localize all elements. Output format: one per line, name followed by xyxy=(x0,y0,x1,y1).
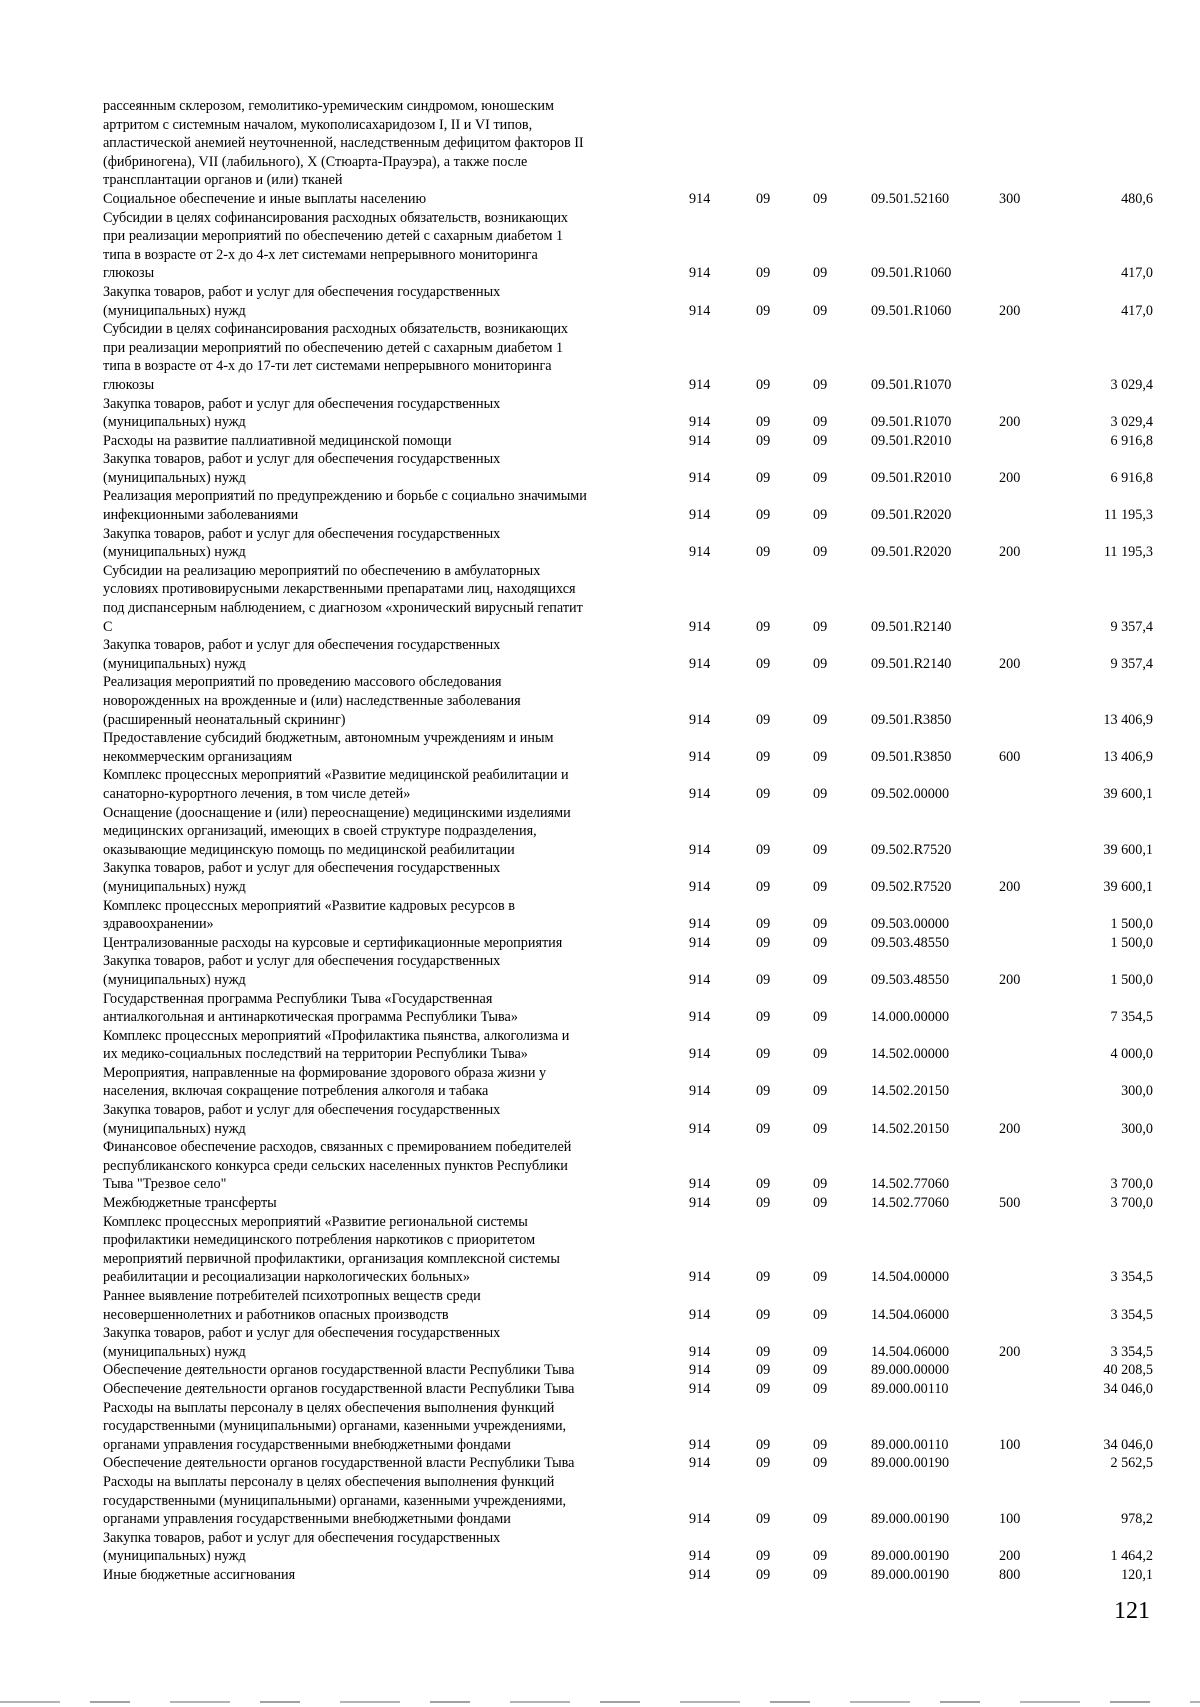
row-expense-type-code xyxy=(991,804,1049,860)
row-subsection-code: 09 xyxy=(813,1548,828,1565)
row-section-code: 09 xyxy=(756,841,771,858)
row-amount: 3 354,5 xyxy=(1110,1269,1153,1286)
table-row xyxy=(103,1473,1153,1529)
row-section-code: 09 xyxy=(756,414,771,431)
row-section-code: 09 xyxy=(756,507,771,524)
row-name: Межбюджетные трансферты xyxy=(103,1195,277,1212)
row-section-code: 09 xyxy=(756,1343,771,1360)
row-target-article-code: 09.503.48550 xyxy=(871,934,950,951)
table-row xyxy=(103,1324,1153,1361)
table-row xyxy=(103,395,1153,432)
row-target-article-code: 09.501.R3850 xyxy=(871,711,952,728)
row-subsection-code: 09 xyxy=(813,1566,828,1583)
row-expense-type-code: 600 xyxy=(999,748,1021,765)
table-row xyxy=(103,766,1153,803)
row-expense-type-code xyxy=(991,934,1049,953)
row-section-code: 09 xyxy=(756,785,771,802)
row-target-article-code: 09.501.R1070 xyxy=(871,376,952,393)
row-target-article-code: 14.000.00000 xyxy=(871,1009,950,1026)
row-target-article-code: 09.503.00000 xyxy=(871,916,950,933)
row-expense-type-code xyxy=(991,897,1049,934)
row-section-code: 09 xyxy=(756,1046,771,1063)
row-ministry-code: 914 xyxy=(689,1548,711,1565)
row-name: Расходы на развитие паллиативной медицинской помощи xyxy=(103,432,452,449)
table-row xyxy=(103,1287,1153,1324)
row-name: Финансовое обеспечение расходов, связанных с премированием победителей республиканского конкурса среди сельских населенных пунктов Республики Тыва "Трезвое село" xyxy=(103,1139,572,1193)
row-section-code: 09 xyxy=(756,265,771,282)
row-expense-type-code xyxy=(991,1380,1049,1399)
row-expense-type-code: 200 xyxy=(999,302,1021,319)
row-target-article-code: 09.501.52160 xyxy=(871,190,950,207)
row-ministry-code: 914 xyxy=(689,878,711,895)
row-expense-type-code xyxy=(991,1361,1049,1380)
row-amount: 13 406,9 xyxy=(1103,748,1153,765)
row-amount: 120,1 xyxy=(1121,1566,1153,1583)
row-name: Обеспечение деятельности органов государственной власти Республики Тыва xyxy=(103,1362,575,1379)
row-name: Иные бюджетные ассигнования xyxy=(103,1566,296,1583)
row-ministry-code: 914 xyxy=(689,748,711,765)
row-target-article-code: 09.501.R2140 xyxy=(871,618,952,635)
row-amount: 3 029,4 xyxy=(1110,376,1153,393)
row-amount: 300,0 xyxy=(1121,1083,1153,1100)
table-row xyxy=(103,1101,1153,1138)
row-section-code: 09 xyxy=(756,1306,771,1323)
row-name: Субсидии в целях софинансирования расходных обязательств, возникающих при реализации мероприятий по обеспечению детей с сахарным диабетом 1 типа в возрасте от 4-х до 17-ти лет системами непрерывного мониторинга глюкозы xyxy=(103,321,569,393)
row-section-code: 09 xyxy=(756,916,771,933)
table-row xyxy=(103,1138,1153,1194)
row-expense-type-code xyxy=(991,562,1049,636)
row-name: Комплекс процессных мероприятий «Развитие кадровых ресурсов в здравоохранении» xyxy=(103,897,515,933)
row-name: Комплекс процессных мероприятий «Профилактика пьянства, алкоголизма и их медико-социальных последствий на территории Республики Тыва» xyxy=(103,1027,570,1063)
row-expense-type-code xyxy=(991,1027,1049,1064)
row-expense-type-code: 300 xyxy=(999,190,1021,207)
row-expense-type-code xyxy=(991,487,1049,524)
table-row xyxy=(103,283,1153,320)
row-expense-type-code: 200 xyxy=(999,1120,1021,1137)
row-expense-type-code: 200 xyxy=(999,414,1021,431)
row-name: Расходы на выплаты персоналу в целях обеспечения выполнения функций государственными (муниципальными) органами, казенными учреждениями, органами управления государственными внебюджетными фондами xyxy=(103,1399,567,1453)
row-section-code: 09 xyxy=(756,1083,771,1100)
row-expense-type-code: 200 xyxy=(999,878,1021,895)
row-expense-type-code xyxy=(991,766,1049,803)
table-row xyxy=(103,1529,1153,1566)
row-amount: 11 195,3 xyxy=(1103,507,1153,524)
row-target-article-code: 14.502.20150 xyxy=(871,1083,950,1100)
row-target-article-code: 89.000.00110 xyxy=(871,1436,949,1453)
row-ministry-code: 914 xyxy=(689,971,711,988)
row-section-code: 09 xyxy=(756,1176,771,1193)
row-target-article-code: 09.501.R2140 xyxy=(871,655,952,672)
row-name: Оснащение (дооснащение и (или) переоснащение) медицинскими изделиями медицинских организаций, имеющих в своей структуре подразделения, оказывающие медицинскую помощь по медицинской реабилитации xyxy=(103,804,571,858)
row-expense-type-code xyxy=(991,209,1049,283)
row-ministry-code: 914 xyxy=(689,1362,711,1379)
row-ministry-code: 914 xyxy=(689,1176,711,1193)
row-name: Субсидии на реализацию мероприятий по обеспечению в амбулаторных условиях противовирусными лекарственными препаратами лиц, находящихся под диспансерным наблюдением, с диагнозом «хронический вирусный гепатит C xyxy=(103,562,583,635)
row-target-article-code: 14.504.06000 xyxy=(871,1343,950,1360)
row-name: Раннее выявление потребителей психотропных веществ среди несовершеннолетних и работников опасных производств xyxy=(103,1288,481,1323)
row-amount: 39 600,1 xyxy=(1103,785,1153,802)
row-expense-type-code: 200 xyxy=(999,469,1021,486)
row-target-article-code: 09.501.R2010 xyxy=(871,432,952,449)
row-ministry-code: 914 xyxy=(689,841,711,858)
table-row xyxy=(103,729,1153,766)
row-amount: 39 600,1 xyxy=(1103,841,1153,858)
table-row xyxy=(103,1380,1153,1399)
row-subsection-code: 09 xyxy=(813,265,828,282)
row-amount: 480,6 xyxy=(1121,190,1153,207)
row-name: Закупка товаров, работ и услуг для обеспечения государственных (муниципальных) нужд xyxy=(103,637,501,672)
row-amount: 7 354,5 xyxy=(1110,1009,1153,1026)
row-subsection-code: 09 xyxy=(813,1120,828,1137)
row-target-article-code: 89.000.00190 xyxy=(871,1566,950,1583)
row-subsection-code: 09 xyxy=(813,878,828,895)
row-ministry-code: 914 xyxy=(689,1046,711,1063)
row-section-code: 09 xyxy=(756,934,771,951)
row-ministry-code: 914 xyxy=(689,469,711,486)
row-ministry-code: 914 xyxy=(689,1380,711,1397)
row-name: Предоставление субсидий бюджетным, автономным учреждениям и иным некоммерческим организациям xyxy=(103,730,554,765)
row-expense-type-code: 200 xyxy=(999,1343,1021,1360)
row-ministry-code: 914 xyxy=(689,414,711,431)
table-row xyxy=(103,1361,1153,1380)
row-amount: 4 000,0 xyxy=(1110,1046,1153,1063)
row-amount: 3 700,0 xyxy=(1110,1176,1153,1193)
row-name: Реализация мероприятий по предупреждению и борьбе с социально значимыми инфекционными заболеваниями xyxy=(103,488,587,524)
table-row xyxy=(103,897,1153,934)
row-section-code: 09 xyxy=(756,748,771,765)
row-expense-type-code: 200 xyxy=(999,544,1021,561)
table-row xyxy=(103,320,1153,394)
row-name: Реализация мероприятий по проведению массового обследования новорожденных на врожденные и (или) наследственные заболевания (расширенный неонатальный скрининг) xyxy=(103,674,521,728)
table-row xyxy=(103,97,1153,190)
row-subsection-code: 09 xyxy=(813,934,828,951)
row-target-article-code: 09.501.R1070 xyxy=(871,414,952,431)
row-section-code: 09 xyxy=(756,302,771,319)
table-row xyxy=(103,952,1153,989)
row-subsection-code: 09 xyxy=(813,1046,828,1063)
row-expense-type-code xyxy=(991,1064,1049,1101)
row-expense-type-code: 200 xyxy=(999,1548,1021,1565)
row-section-code: 09 xyxy=(756,618,771,635)
row-ministry-code: 914 xyxy=(689,655,711,672)
row-subsection-code: 09 xyxy=(813,711,828,728)
row-subsection-code: 09 xyxy=(813,841,828,858)
row-expense-type-code: 200 xyxy=(999,655,1021,672)
row-expense-type-code xyxy=(991,1213,1049,1287)
row-expense-type-code xyxy=(991,432,1049,451)
row-subsection-code: 09 xyxy=(813,1009,828,1026)
row-ministry-code: 914 xyxy=(689,785,711,802)
row-amount: 2 562,5 xyxy=(1110,1455,1153,1472)
row-ministry-code: 914 xyxy=(689,1083,711,1100)
row-subsection-code: 09 xyxy=(813,507,828,524)
budget-table xyxy=(103,97,1153,1585)
row-name: Расходы на выплаты персоналу в целях обеспечения выполнения функций государственными (муниципальными) органами, казенными учреждениями, органами управления государственными внебюджетными фондами xyxy=(103,1473,567,1528)
row-name: Обеспечение деятельности органов государственной власти Республики Тыва xyxy=(103,1455,575,1472)
row-subsection-code: 09 xyxy=(813,618,828,635)
table-row xyxy=(103,1213,1153,1287)
row-section-code: 09 xyxy=(756,544,771,561)
row-section-code: 09 xyxy=(756,432,771,449)
row-subsection-code: 09 xyxy=(813,1436,828,1453)
row-expense-type-code xyxy=(991,1138,1049,1194)
row-section-code: 09 xyxy=(756,1455,771,1472)
row-target-article-code: 09.502.R7520 xyxy=(871,841,952,858)
row-ministry-code: 914 xyxy=(689,1566,711,1583)
row-name: Закупка товаров, работ и услуг для обеспечения государственных (муниципальных) нужд xyxy=(103,525,501,561)
page-number: 121 xyxy=(1114,1598,1150,1624)
row-section-code: 09 xyxy=(756,1511,771,1528)
row-target-article-code: 09.501.R3850 xyxy=(871,748,952,765)
row-section-code: 09 xyxy=(756,1362,771,1379)
row-name: Закупка товаров, работ и услуг для обеспечения государственных (муниципальных) нужд xyxy=(103,395,501,431)
row-name: Субсидии в целях софинансирования расходных обязательств, возникающих при реализации мероприятий по обеспечению детей с сахарным диабетом 1 типа в возрасте от 2-х до 4-х лет системами непрерывного мониторинга глюкозы xyxy=(103,209,569,282)
row-name: Закупка товаров, работ и услуг для обеспечения государственных (муниципальных) нужд xyxy=(103,953,501,988)
table-row xyxy=(103,450,1153,487)
row-amount: 11 195,3 xyxy=(1103,544,1153,561)
row-amount: 300,0 xyxy=(1121,1120,1153,1137)
table-row xyxy=(103,804,1153,860)
row-expense-type-code: 100 xyxy=(999,1436,1021,1453)
row-expense-type-code xyxy=(991,990,1049,1027)
row-section-code: 09 xyxy=(756,190,771,207)
row-subsection-code: 09 xyxy=(813,1455,828,1472)
row-amount: 1 500,0 xyxy=(1110,971,1153,988)
row-target-article-code: 09.502.00000 xyxy=(871,785,950,802)
row-ministry-code: 914 xyxy=(689,544,711,561)
row-expense-type-code xyxy=(991,1454,1049,1473)
row-amount: 1 500,0 xyxy=(1110,916,1153,933)
table-row xyxy=(103,990,1153,1027)
row-amount: 417,0 xyxy=(1121,265,1153,282)
row-ministry-code: 914 xyxy=(689,1269,711,1286)
row-ministry-code: 914 xyxy=(689,618,711,635)
row-target-article-code: 89.000.00190 xyxy=(871,1548,950,1565)
row-target-article-code xyxy=(869,97,991,190)
row-subsection-code xyxy=(811,97,869,190)
row-section-code xyxy=(754,97,811,190)
row-subsection-code: 09 xyxy=(813,414,828,431)
row-amount: 3 354,5 xyxy=(1110,1306,1153,1323)
row-amount: 6 916,8 xyxy=(1110,432,1153,449)
row-subsection-code: 09 xyxy=(813,469,828,486)
row-ministry-code: 914 xyxy=(689,711,711,728)
table-row xyxy=(103,432,1153,451)
row-target-article-code: 89.000.00190 xyxy=(871,1511,950,1528)
row-subsection-code: 09 xyxy=(813,655,828,672)
row-expense-type-code xyxy=(991,320,1049,394)
row-subsection-code: 09 xyxy=(813,190,828,207)
row-subsection-code: 09 xyxy=(813,544,828,561)
row-target-article-code: 14.504.00000 xyxy=(871,1269,950,1286)
row-ministry-code: 914 xyxy=(689,1455,711,1472)
table-row xyxy=(103,190,1153,209)
row-ministry-code: 914 xyxy=(689,916,711,933)
row-section-code: 09 xyxy=(756,1195,771,1212)
row-amount: 3 354,5 xyxy=(1110,1343,1153,1360)
row-ministry-code: 914 xyxy=(689,1195,711,1212)
row-amount: 13 406,9 xyxy=(1103,711,1153,728)
row-subsection-code: 09 xyxy=(813,1362,828,1379)
row-section-code: 09 xyxy=(756,971,771,988)
row-expense-type-code xyxy=(991,1287,1049,1324)
row-ministry-code: 914 xyxy=(689,190,711,207)
row-section-code: 09 xyxy=(756,1120,771,1137)
row-amount: 9 357,4 xyxy=(1110,618,1153,635)
row-name: Обеспечение деятельности органов государственной власти Республики Тыва xyxy=(103,1380,575,1397)
row-target-article-code: 14.504.06000 xyxy=(871,1306,950,1323)
row-ministry-code: 914 xyxy=(689,376,711,393)
row-expense-type-code xyxy=(991,97,1049,190)
row-amount: 39 600,1 xyxy=(1103,878,1153,895)
row-section-code: 09 xyxy=(756,1548,771,1565)
row-expense-type-code xyxy=(991,673,1049,729)
row-ministry-code: 914 xyxy=(689,1120,711,1137)
row-subsection-code: 09 xyxy=(813,432,828,449)
row-amount: 1 464,2 xyxy=(1110,1548,1153,1565)
table-row xyxy=(103,525,1153,562)
row-ministry-code: 914 xyxy=(689,265,711,282)
row-section-code: 09 xyxy=(756,469,771,486)
row-amount: 6 916,8 xyxy=(1110,469,1153,486)
row-section-code: 09 xyxy=(756,655,771,672)
row-target-article-code: 09.501.R2020 xyxy=(871,544,952,561)
table-row xyxy=(103,1027,1153,1064)
row-ministry-code: 914 xyxy=(689,432,711,449)
row-expense-type-code: 100 xyxy=(999,1511,1021,1528)
row-subsection-code: 09 xyxy=(813,302,828,319)
row-target-article-code: 09.501.R1060 xyxy=(871,302,952,319)
row-subsection-code: 09 xyxy=(813,1176,828,1193)
row-name: Закупка товаров, работ и услуг для обеспечения государственных (муниципальных) нужд xyxy=(103,1529,501,1565)
row-name: Закупка товаров, работ и услуг для обеспечения государственных (муниципальных) нужд xyxy=(103,1102,501,1137)
table-row xyxy=(103,673,1153,729)
row-section-code: 09 xyxy=(756,1269,771,1286)
row-subsection-code: 09 xyxy=(813,1269,828,1286)
row-subsection-code: 09 xyxy=(813,916,828,933)
row-subsection-code: 09 xyxy=(813,1343,828,1360)
row-section-code: 09 xyxy=(756,1380,771,1397)
row-target-article-code: 09.502.R7520 xyxy=(871,878,952,895)
row-name: Закупка товаров, работ и услуг для обеспечения государственных (муниципальных) нужд xyxy=(103,860,501,895)
row-ministry-code: 914 xyxy=(689,1009,711,1026)
row-subsection-code: 09 xyxy=(813,1380,828,1397)
row-section-code: 09 xyxy=(756,1566,771,1583)
row-amount: 3 029,4 xyxy=(1110,414,1153,431)
row-subsection-code: 09 xyxy=(813,1306,828,1323)
row-ministry-code xyxy=(687,97,754,190)
row-subsection-code: 09 xyxy=(813,376,828,393)
row-name: Государственная программа Республики Тыва «Государственная антиалкогольная и антинаркотическая программа Республики Тыва» xyxy=(103,990,518,1026)
row-subsection-code: 09 xyxy=(813,748,828,765)
row-name: Комплекс процессных мероприятий «Развитие региональной системы профилактики немедицинского потребления наркотиков с приоритетом мероприятий первичной профилактики, организация комплексной системы реабилитации и ресоциализации наркологических больных» xyxy=(103,1213,560,1286)
row-section-code: 09 xyxy=(756,878,771,895)
row-ministry-code: 914 xyxy=(689,934,711,951)
row-ministry-code: 914 xyxy=(689,1306,711,1323)
row-name: Закупка товаров, работ и услуг для обеспечения государственных (муниципальных) нужд xyxy=(103,1325,501,1360)
table-row xyxy=(103,1064,1153,1101)
row-name: Комплекс процессных мероприятий «Развитие медицинской реабилитации и санаторно-курортного лечения, в том числе детей» xyxy=(103,767,569,802)
row-subsection-code: 09 xyxy=(813,785,828,802)
row-target-article-code: 14.502.77060 xyxy=(871,1176,950,1193)
row-name: рассеянным склерозом, гемолитико-уремическим синдромом, юношеским артритом с системным началом, мукополисахаридозом I, II и VI типов, апластической анемией неуточненной, наследственным дефицитом факторов II (фибриногена), VII (лабильного), X (Стюарта-Прауэра), а также после трансплантации органов и (или) тканей xyxy=(103,98,584,189)
row-amount xyxy=(1049,97,1153,190)
row-amount: 1 500,0 xyxy=(1110,934,1153,951)
row-section-code: 09 xyxy=(756,1436,771,1453)
table-row xyxy=(103,209,1153,283)
table-row xyxy=(103,1399,1153,1455)
row-amount: 3 700,0 xyxy=(1110,1195,1153,1212)
row-amount: 9 357,4 xyxy=(1110,655,1153,672)
table-body xyxy=(103,97,1153,1585)
table-row xyxy=(103,636,1153,673)
row-section-code: 09 xyxy=(756,376,771,393)
row-amount: 978,2 xyxy=(1121,1511,1153,1528)
row-subsection-code: 09 xyxy=(813,1511,828,1528)
row-target-article-code: 14.502.77060 xyxy=(871,1195,950,1212)
row-target-article-code: 14.502.00000 xyxy=(871,1046,950,1063)
table-row xyxy=(103,934,1153,953)
row-expense-type-code: 500 xyxy=(999,1195,1021,1212)
row-target-article-code: 09.503.48550 xyxy=(871,971,950,988)
row-name: Закупка товаров, работ и услуг для обеспечения государственных (муниципальных) нужд xyxy=(103,283,501,319)
row-expense-type-code: 800 xyxy=(999,1566,1021,1583)
row-target-article-code: 09.501.R2020 xyxy=(871,507,952,524)
table-row xyxy=(103,859,1153,896)
row-section-code: 09 xyxy=(756,711,771,728)
row-ministry-code: 914 xyxy=(689,1436,711,1453)
row-target-article-code: 89.000.00190 xyxy=(871,1455,950,1472)
row-expense-type-code: 200 xyxy=(999,971,1021,988)
row-ministry-code: 914 xyxy=(689,1511,711,1528)
row-target-article-code: 14.502.20150 xyxy=(871,1120,950,1137)
row-subsection-code: 09 xyxy=(813,971,828,988)
row-name: Мероприятия, направленные на формирование здорового образа жизни у населения, включая сокращение потребления алкоголя и табака xyxy=(103,1064,547,1100)
row-name: Социальное обеспечение и иные выплаты населению xyxy=(103,190,427,207)
row-subsection-code: 09 xyxy=(813,1195,828,1212)
row-ministry-code: 914 xyxy=(689,1343,711,1360)
row-subsection-code: 09 xyxy=(813,1083,828,1100)
row-ministry-code: 914 xyxy=(689,507,711,524)
table-row xyxy=(103,487,1153,524)
row-amount: 417,0 xyxy=(1121,302,1153,319)
row-target-article-code: 09.501.R2010 xyxy=(871,469,952,486)
row-section-code: 09 xyxy=(756,1009,771,1026)
row-amount: 40 208,5 xyxy=(1103,1362,1153,1379)
row-target-article-code: 09.501.R1060 xyxy=(871,265,952,282)
table-row xyxy=(103,1566,1153,1585)
row-ministry-code: 914 xyxy=(689,302,711,319)
row-amount: 34 046,0 xyxy=(1103,1436,1153,1453)
row-amount: 34 046,0 xyxy=(1103,1380,1153,1397)
row-target-article-code: 89.000.00110 xyxy=(871,1380,949,1397)
table-row xyxy=(103,1454,1153,1473)
table-row xyxy=(103,562,1153,636)
table-row xyxy=(103,1194,1153,1213)
row-target-article-code: 89.000.00000 xyxy=(871,1362,950,1379)
row-name: Закупка товаров, работ и услуг для обеспечения государственных (муниципальных) нужд xyxy=(103,451,501,486)
row-name: Централизованные расходы на курсовые и сертификационные мероприятия xyxy=(103,934,563,951)
scan-edge-artifact xyxy=(0,1701,1200,1703)
